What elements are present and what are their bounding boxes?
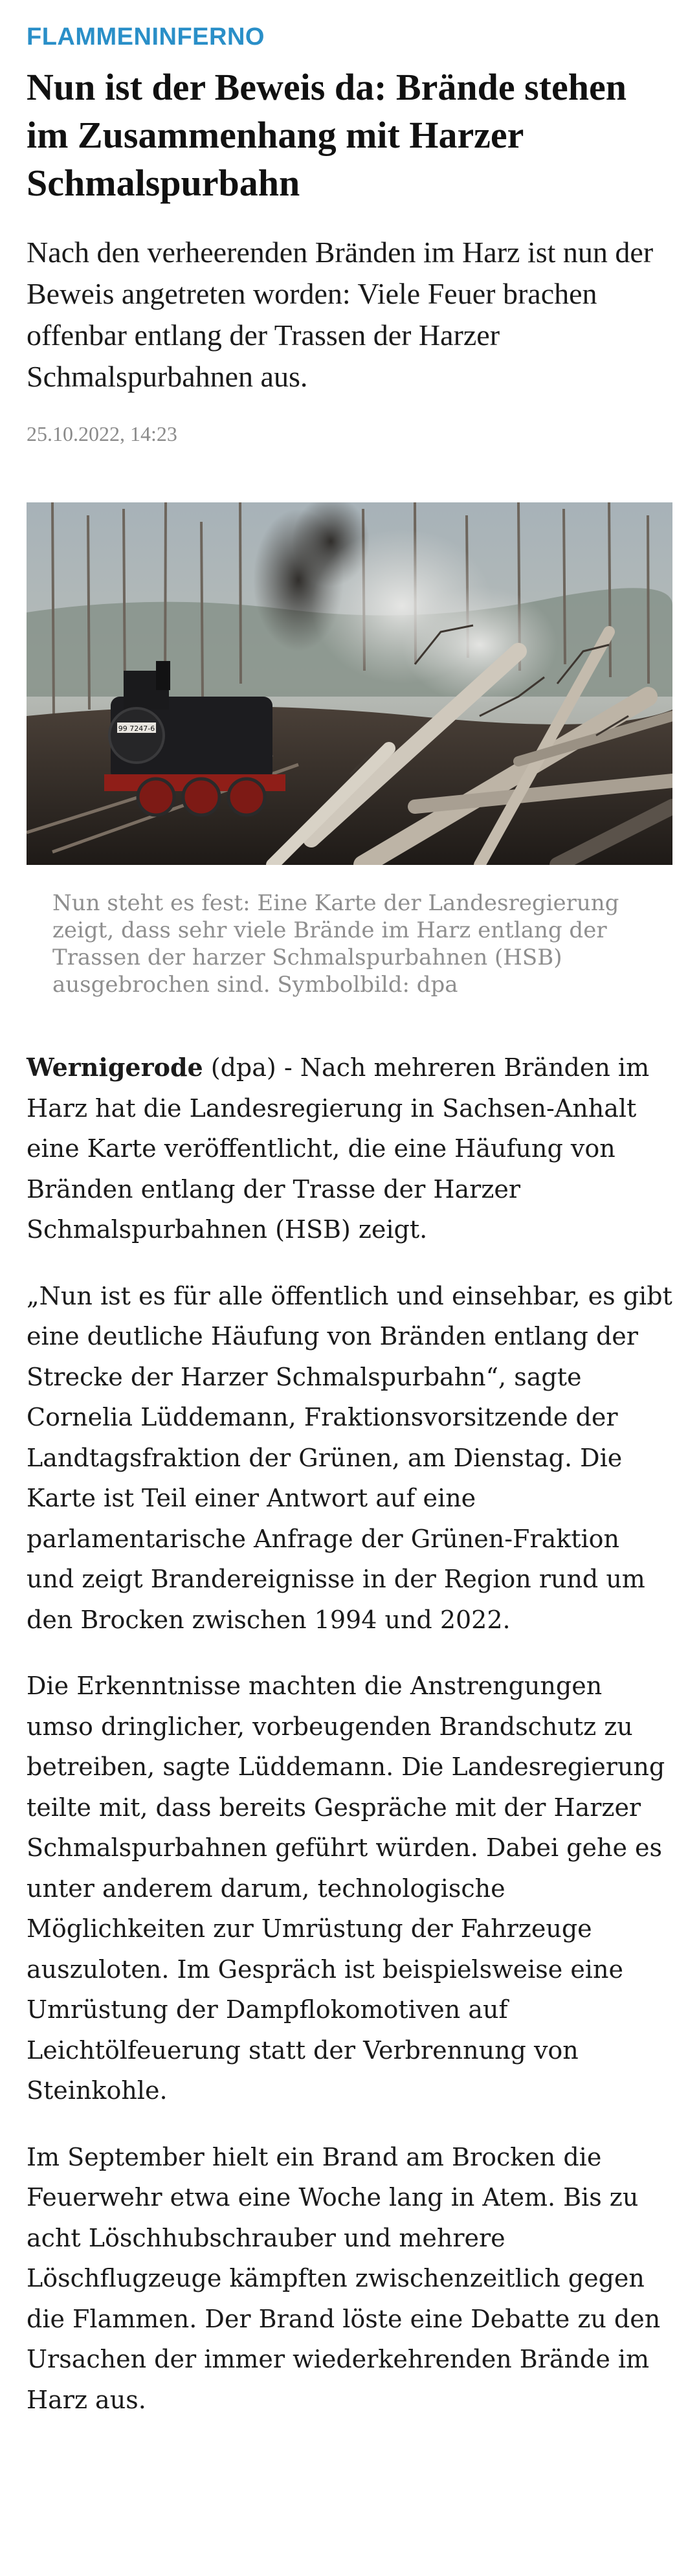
- paragraph-1-text: (dpa) - Nach mehreren Bränden im Harz hat die Landesregierung in Sachsen-Anhalt eine Karte veröffentlicht, die eine Häufung von Bränden entlang der Trasse der Harzer Schmalspurbahnen (HSB) zeigt.: [27, 1053, 650, 1244]
- locomotive-number: 99 7247-6: [118, 724, 155, 733]
- article-lead: Nach den verheerenden Bränden im Harz ist nun der Beweis angetreten worden: Viele Feuer brachen offenbar entlang der Trassen der Harzer Schmalspurbahnen aus.: [27, 236, 654, 393]
- article-paragraph-1: [27, 1047, 672, 1250]
- article-image[interactable]: [27, 502, 672, 865]
- image-caption: Nun steht es fest: Eine Karte der Landesregierung zeigt, dass sehr viele Brände im Harz entlang der Trassen der harzer Schmalspurbahnen (HSB) ausgebrochen sind. Symbolbild: dpa: [52, 890, 619, 998]
- article-paragraph-2: „Nun ist es für alle öffentlich und einsehbar, es gibt eine deutliche Häufung von Bränden entlang der Strecke der Harzer Schmalspurbahn“, sagte Cornelia Lüddemann, Fraktionsvorsitzende der Landtagsfraktion der Grünen, am Dienstag. Die Karte ist Teil einer Antwort auf eine parlamentarische Anfrage der Grünen-Fraktion und zeigt Brandereignisse in der Region rund um den Brocken zwischen 1994 und 2022.: [27, 1281, 672, 1634]
- article-paragraph-3: Die Erkenntnisse machten die Anstrengungen umso dringlicher, vorbeugenden Brandschutz zu betreiben, sagte Lüddemann. Die Landesregierung teilte mit, dass bereits Gespräche mit der Harzer Schmalspurbahnen geführt würden. Dabei gehe es unter anderem darum, technologische Möglichkeiten zur Umrüstung der Fahrzeuge auszuloten. Im Gespräch ist beispielsweise eine Umrüstung der Dampflokomotiven auf Leichtölfeuerung statt der Verbrennung von Steinkohle.: [27, 1672, 665, 2105]
- article-paragraph-4: Im September hielt ein Brand am Brocken die Feuerwehr etwa eine Woche lang in Atem. Bis zu acht Löschhubschrauber und mehrere Löschflugzeuge kämpften zwischenzeitlich gegen die Flammen. Der Brand löste eine Debatte zu den Ursachen der immer wiederkehrenden Brände im Harz aus.: [27, 2142, 661, 2414]
- dateline: Wernigerode: [27, 1053, 203, 1082]
- article-kicker[interactable]: FLAMMENINFERNO: [27, 23, 265, 50]
- article-headline: Nun ist der Beweis da: Brände stehen im Zusammenhang mit Harzer Schmalspurbahn: [27, 66, 627, 204]
- steam-locomotive-photo: [27, 502, 672, 865]
- article-date: 25.10.2022, 14:23: [27, 422, 177, 445]
- article-body: [27, 1047, 672, 2420]
